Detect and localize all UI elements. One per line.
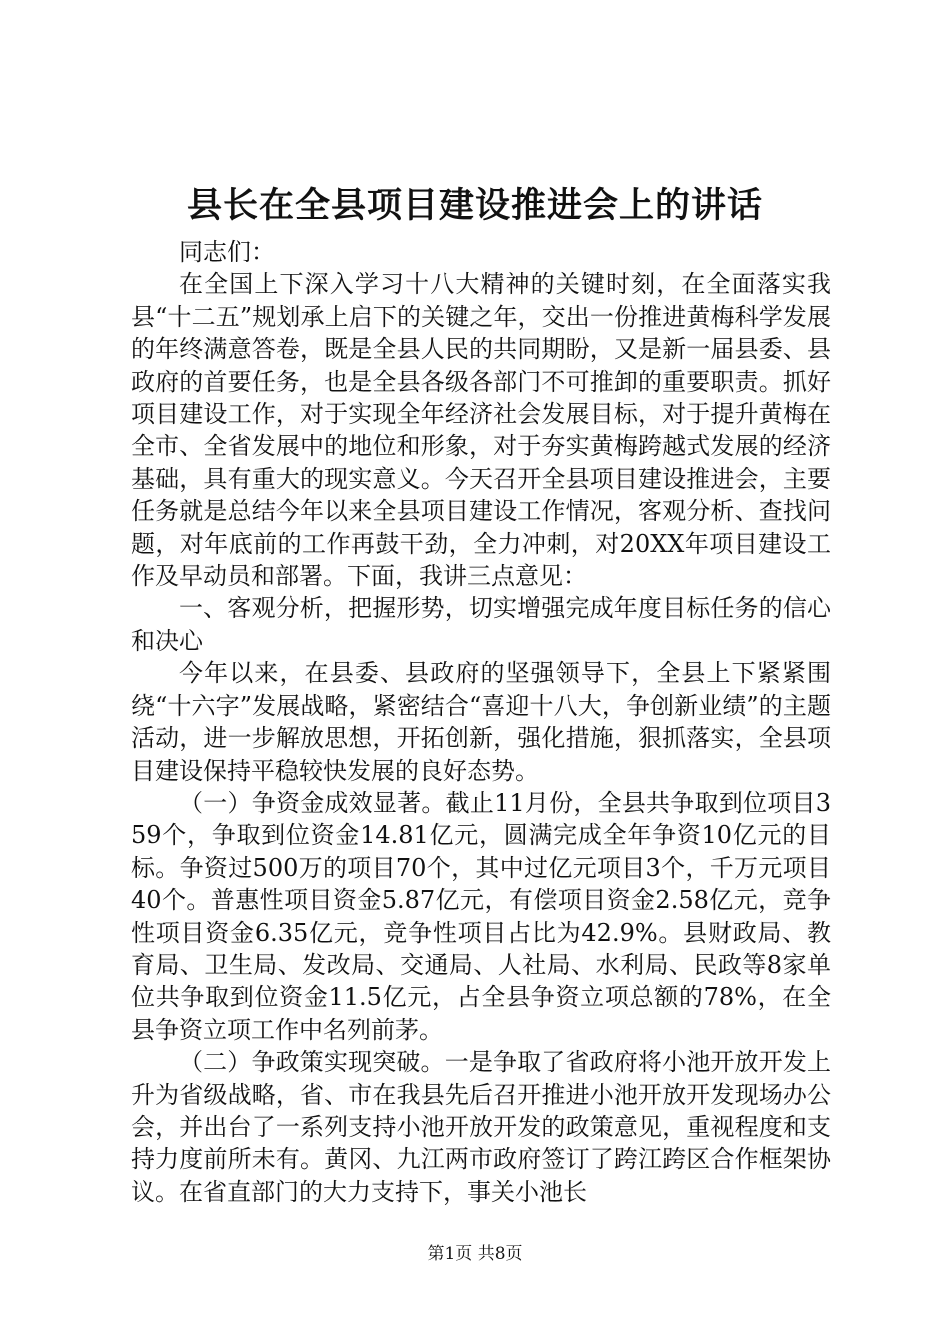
body-paragraph: （二）争政策实现突破。一是争取了省政府将小池开放开发上升为省级战略，省、市在我县先后召开推进小池开放开发现场办公会，并出台了一系列支持小池开放开发的政策意见，重视程度和支持力度前所未有。黄冈、九江两市政府签订了跨江跨区合作框架协议。在省直部门的大力支持下，事关小池长 <box>131 1048 831 1206</box>
page-footer: 第1页 共8页 <box>427 1244 523 1264</box>
document-title: 县长在全县项目建设推进会上的讲话 <box>186 185 763 226</box>
section-heading: 一、客观分析，把握形势，切实增强完成年度目标任务的信心和决心 <box>131 594 831 655</box>
body-paragraph: （一）争资金成效显著。截止11月份，全县共争取到位项目359个，争取到位资金14.81亿元，圆满完成全年争资10亿元的目标。争资过500万的项目70个，其中过亿元项目3个，千万元项目40个。普惠性项目资金5.87亿元，有偿项目资金2.58亿元，竞争性项目资金6.35亿元，竞争性项目占比为42.9%。县财政局、教育局、卫生局、发改局、交通局、人社局、水利局、民政等8家单位共争取到位资金11.5亿元，占全县争资立项总额的78%，在全县争资立项工作中名列前茅。 <box>131 788 831 1044</box>
body-paragraph: 在全国上下深入学习十八大精神的关键时刻，在全面落实我县“十二五”规划承上启下的关键之年，交出一份推进黄梅科学发展的年终满意答卷，既是全县人民的共同期盼，又是新一届县委、县政府的首要任务，也是全县各级各部门不可推卸的重要职责。抓好项目建设工作，对于实现全年经济社会发展目标，对于提升黄梅在全市、全省发展中的地位和形象，对于夯实黄梅跨越式发展的经济基础，具有重大的现实意义。今天召开全县项目建设推进会，主要任务就是总结今年以来全县项目建设工作情况，客观分析、查找问题，对年底前的工作再鼓干劲，全力冲刺，对20XX年项目建设工作及早动员和部署。下面，我讲三点意见： <box>131 270 831 591</box>
document-body <box>131 236 831 1208</box>
body-paragraph: 今年以来，在县委、县政府的坚强领导下，全县上下紧紧围绕“十六字”发展战略，紧密结合“喜迎十八大，争创新业绩”的主题活动，进一步解放思想，开拓创新，强化措施，狠抓落实，全县项目建设保持平稳较快发展的良好态势。 <box>131 659 831 785</box>
greeting-paragraph: 同志们： <box>179 238 275 266</box>
